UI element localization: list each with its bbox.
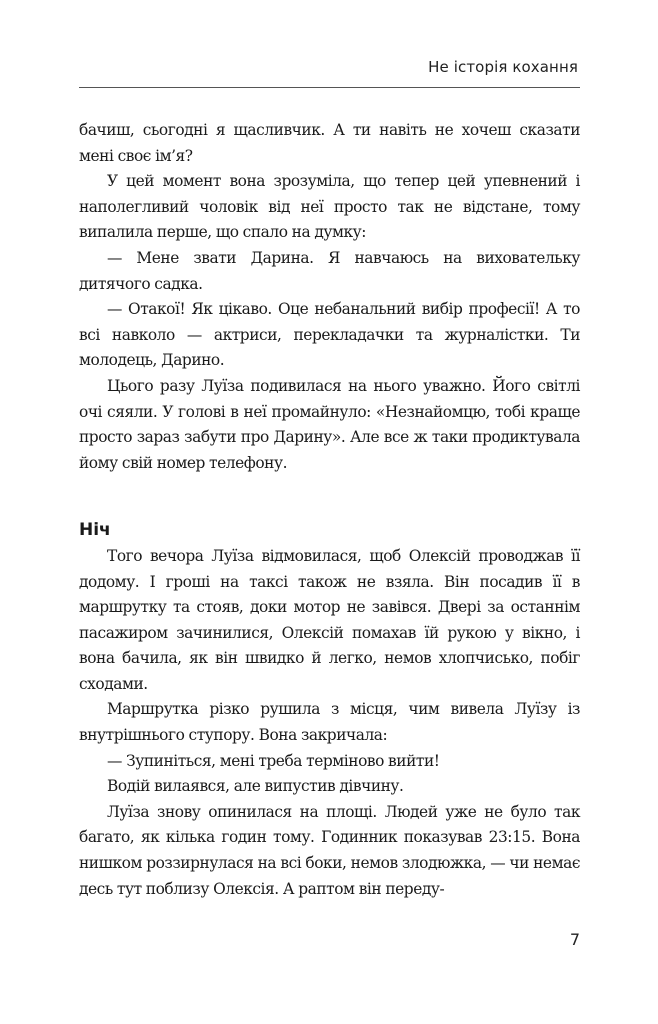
header-divider [79, 87, 580, 88]
paragraph: бачиш, сьогодні я щасливчик. А ти навіть не хочеш сказати мені своє ім’я? [79, 121, 580, 165]
paragraph: Водій вилаявся, але випустив дівчину. [107, 777, 404, 796]
dialogue-line: — Отакої! Як цікаво. Оце небанальний вибір професії! А то всі навколо — актриси, перекладачки та журналістки. Ти молодець, Дарино. [79, 300, 580, 370]
running-title: Не історія кохання [428, 58, 578, 76]
dialogue-line: — Мене звати Дарина. Я навчаюсь на виховательку дитячого садка. [79, 248, 580, 293]
page-body [79, 118, 580, 902]
paragraph: Того вечора Луїза відмовилася, щоб Олексій проводжав її додому. І гроші на таксі також не взяла. Він посадив її в маршрутку та стояв, доки мотор не завівся. Двері за останнім пасажиром зачинилися, Олексій помахав їй рукою у вікно, і вона бачила, як він швидко й легко, немов хлопчисько, побіг сходами. [79, 546, 580, 693]
page-number: 7 [569, 930, 580, 949]
paragraph: У цей момент вона зрозуміла, що тепер цей упевнений і наполегливий чоловік від неї просто так не відстане, тому випалила перше, що спало на думку: [79, 172, 580, 242]
section-title: Ніч [79, 520, 111, 541]
paragraph: Маршрутка різко рушила з місця, чим вивела Луїзу із внутрішнього ступору. Вона закричала: [79, 700, 580, 745]
paragraph: Цього разу Луїза подивилася на нього уважно. Його світлі очі сяяли. У голові в неї промайнуло: «Незнайомцю, тобі краще просто зараз забути про Дарину». Але все ж таки продиктувала йому свій номер телефону. [79, 376, 580, 472]
paragraph: Луїза знову опинилася на площі. Людей уже не було так багато, як кілька годин тому. Годинник показував 23:15. Вона нишком роззирнулася на всі боки, немов злодюжка, — чи немає десь тут поблизу Олексія. А раптом він переду- [79, 802, 580, 898]
dialogue-line: — Зупиніться, мені треба терміново вийти! [107, 751, 440, 770]
